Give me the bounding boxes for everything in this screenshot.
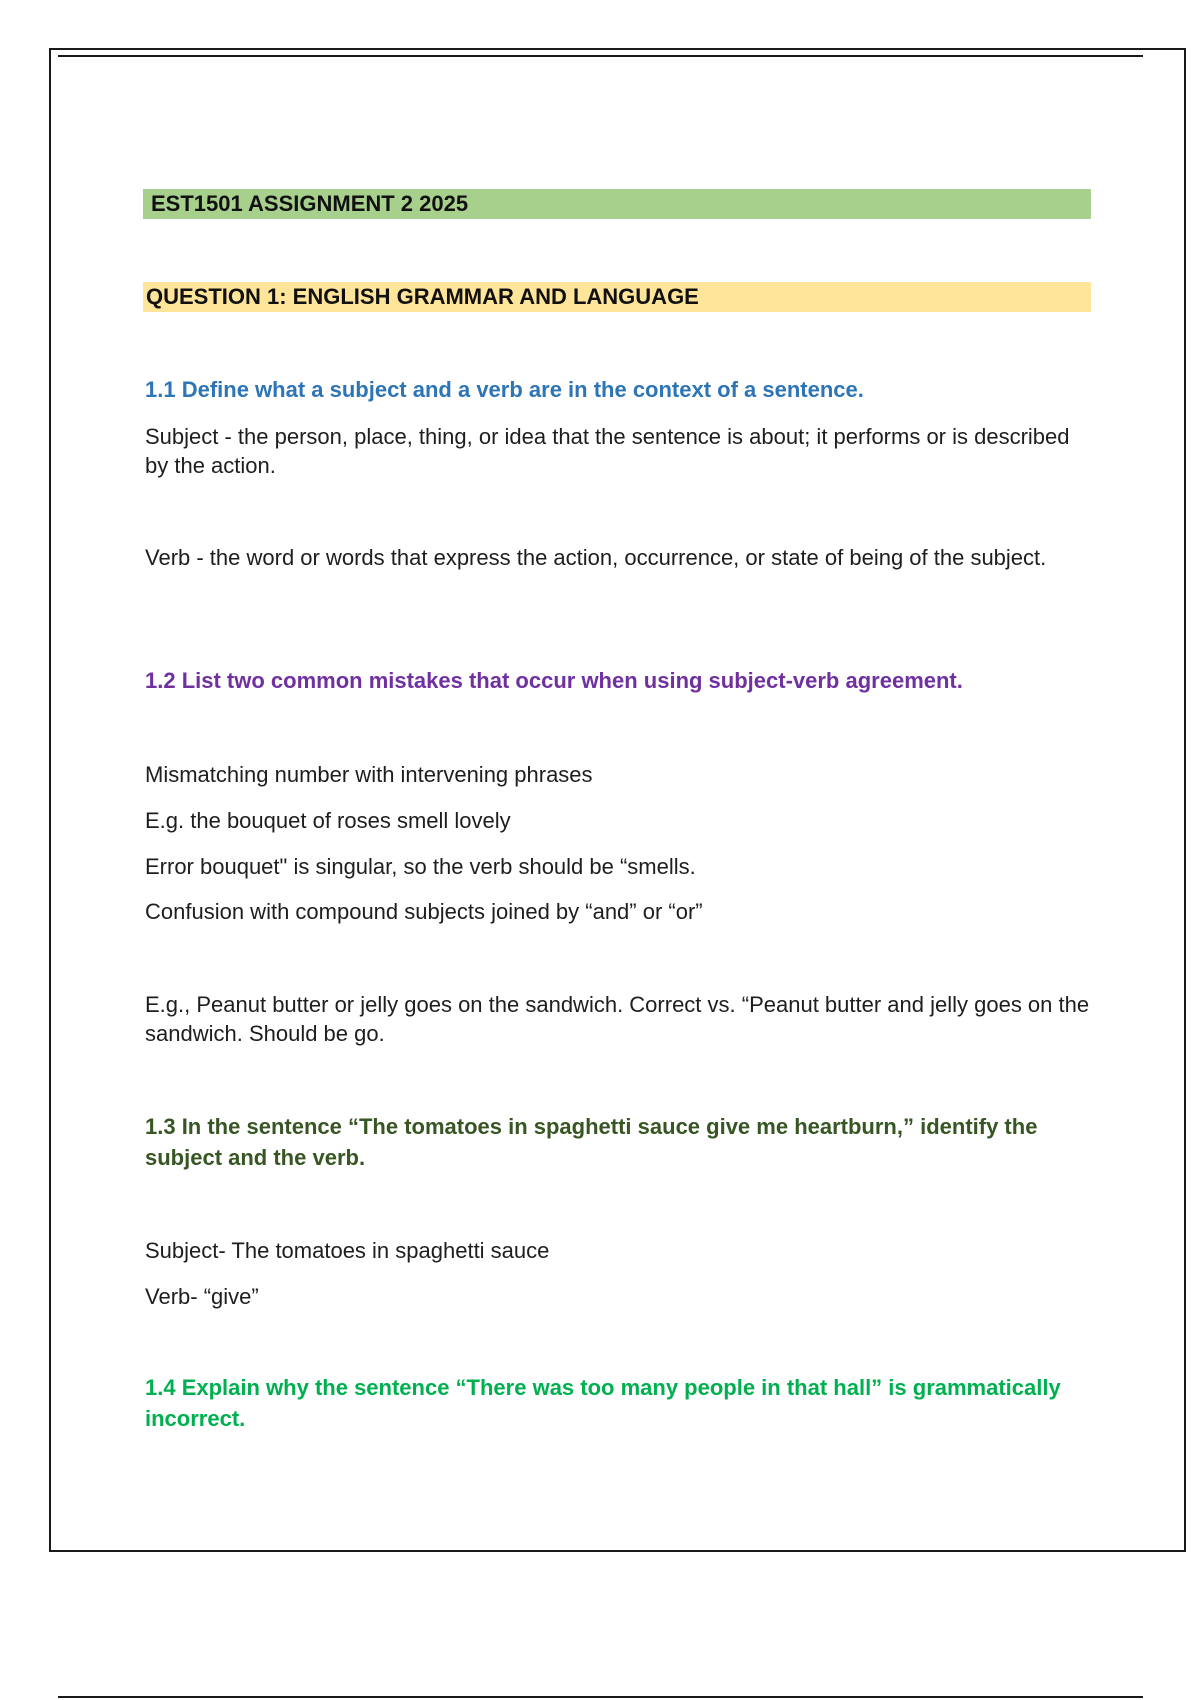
answer-1-2-line: Mismatching number with intervening phrases <box>145 762 593 787</box>
header-rule <box>58 55 1143 57</box>
answer-1-2-line: Confusion with compound subjects joined by “and” or “or” <box>145 899 703 924</box>
page-border <box>49 48 1186 1552</box>
answer-1-2-line: Error bouquet" is singular, so the verb should be “smells. <box>145 854 696 879</box>
answer-1-2-example: E.g., Peanut butter or jelly goes on the sandwich. Correct vs. “Peanut butter and jelly goes on the sandwich. Should be go. <box>145 992 1090 1046</box>
question-1-4-heading: 1.4 Explain why the sentence “There was too many people in that hall” is grammatically incorrect. <box>145 1375 1061 1431</box>
assignment-title: EST1501 ASSIGNMENT 2 2025 <box>143 189 1091 219</box>
section-heading: QUESTION 1: ENGLISH GRAMMAR AND LANGUAGE <box>143 282 1091 312</box>
footer-rule <box>58 1696 1143 1698</box>
answer-1-1-verb: Verb - the word or words that express the action, occurrence, or state of being of the subject. <box>145 545 1047 570</box>
question-1-3-heading: 1.3 In the sentence “The tomatoes in spaghetti sauce give me heartburn,” identify the subject and the verb. <box>145 1114 1038 1170</box>
answer-1-3-subject: Subject- The tomatoes in spaghetti sauce <box>145 1238 550 1263</box>
answer-1-2-line: E.g. the bouquet of roses smell lovely <box>145 808 511 833</box>
question-1-2-heading: 1.2 List two common mistakes that occur when using subject-verb agreement. <box>145 668 963 693</box>
answer-1-1-subject: Subject - the person, place, thing, or idea that the sentence is about; it performs or is described by the action. <box>145 424 1070 478</box>
question-1-1-heading: 1.1 Define what a subject and a verb are in the context of a sentence. <box>145 377 864 402</box>
answer-1-3-verb: Verb- “give” <box>145 1284 259 1309</box>
